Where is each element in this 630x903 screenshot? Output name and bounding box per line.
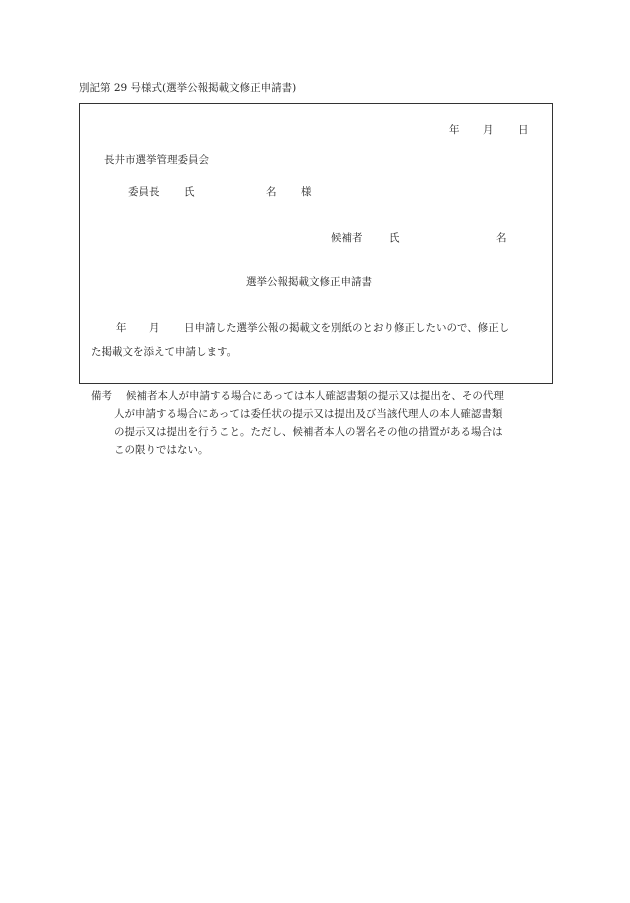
remarks-line: の提示又は提出を行うこと。ただし、候補者本人の署名その他の措置がある場合は bbox=[114, 426, 503, 438]
application-form-box bbox=[79, 103, 553, 384]
chairman-surname-label: 氏 bbox=[184, 186, 195, 198]
candidate-surname-label: 氏 bbox=[389, 232, 400, 244]
chairman-honorific: 様 bbox=[301, 186, 312, 198]
remarks-line: 人が申請する場合にあっては委任状の提示又は提出及び当該代理人の本人確認書類 bbox=[114, 408, 503, 420]
document-heading: 選挙公報掲載文修正申請書 bbox=[246, 276, 372, 288]
date-day-label: 日 bbox=[518, 124, 529, 136]
body-year-label: 年 bbox=[116, 322, 127, 334]
chairman-givenname-label: 名 bbox=[266, 186, 277, 198]
body-text-line-2: た掲載文を添えて申請します。 bbox=[91, 346, 238, 358]
date-month-label: 月 bbox=[483, 124, 494, 136]
chairman-title: 委員長 bbox=[128, 186, 160, 198]
remarks-label: 備考 bbox=[91, 390, 112, 402]
body-text-line-1: 日申請した選挙公報の掲載文を別紙のとおり修正したいので、修正し bbox=[184, 322, 510, 334]
date-year-label: 年 bbox=[449, 124, 460, 136]
remarks-line: 候補者本人が申請する場合にあっては本人確認書類の提示又は提出を、その代理 bbox=[126, 390, 504, 402]
recipient-committee: 長井市選挙管理委員会 bbox=[104, 154, 209, 166]
form-title: 別記第 29 号様式(選挙公報掲載文修正申請書) bbox=[79, 82, 297, 94]
candidate-label: 候補者 bbox=[331, 232, 363, 244]
remarks-line: この限りではない。 bbox=[114, 444, 209, 456]
candidate-givenname-label: 名 bbox=[496, 232, 507, 244]
body-month-label: 月 bbox=[149, 322, 160, 334]
